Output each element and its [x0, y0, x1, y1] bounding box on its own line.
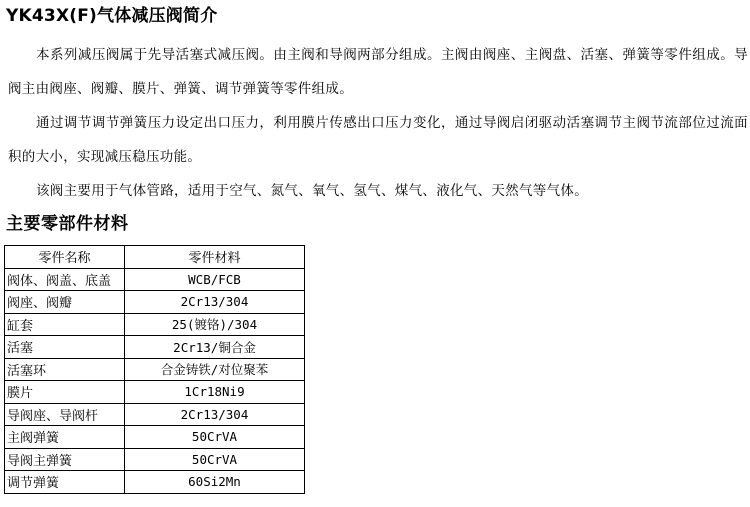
table-header-row — [5, 246, 305, 269]
table-row — [5, 336, 305, 359]
part-name-cell: 调节弹簧 — [5, 471, 125, 494]
intro-paragraph-principle: 通过调节调节弹簧压力设定出口压力，利用膜片传感出口压力变化，通过导阀启闭驱动活塞调节主阀节流部位过流面积的大小，实现减压稳压功能。 — [8, 115, 748, 165]
part-material-cell: 50CrVA — [125, 448, 305, 471]
part-name-cell: 活塞 — [5, 336, 125, 359]
header-part-material: 零件材料 — [125, 246, 305, 269]
part-material-cell: 2Cr13/304 — [125, 403, 305, 426]
part-material-cell: WCB/FCB — [125, 268, 305, 291]
part-name-cell: 阀座、阀瓣 — [5, 291, 125, 314]
part-name-cell: 缸套 — [5, 313, 125, 336]
part-name-cell: 活塞环 — [5, 358, 125, 381]
table-row — [5, 381, 305, 404]
part-material-cell: 2Cr13/304 — [125, 291, 305, 314]
part-material-cell: 60Si2Mn — [125, 471, 305, 494]
part-material-cell: 50CrVA — [125, 426, 305, 449]
parts-material-table — [4, 245, 305, 494]
part-name-cell: 导阀座、导阀杆 — [5, 403, 125, 426]
table-row — [5, 426, 305, 449]
intro-paragraph-structure: 本系列减压阀属于先导活塞式减压阀。由主阀和导阀两部分组成。主阀由阀座、主阀盘、活塞、弹簧等零件组成。导阀主由阀座、阀瓣、膜片、弹簧、调节弹簧等零件组成。 — [8, 47, 748, 97]
table-row — [5, 358, 305, 381]
part-name-cell: 主阀弹簧 — [5, 426, 125, 449]
page-title: YK43X(F)气体减压阀简介 — [6, 6, 218, 26]
header-part-name: 零件名称 — [5, 246, 125, 269]
intro-text — [8, 38, 748, 208]
part-material-cell: 1Cr18Ni9 — [125, 381, 305, 404]
part-name-cell: 导阀主弹簧 — [5, 448, 125, 471]
table-row — [5, 471, 305, 494]
table-row — [5, 268, 305, 291]
table-row — [5, 313, 305, 336]
table-row — [5, 448, 305, 471]
table-row — [5, 291, 305, 314]
part-material-cell: 合金铸铁/对位聚苯 — [125, 358, 305, 381]
table-row — [5, 403, 305, 426]
section-title-parts: 主要零部件材料 — [6, 214, 129, 234]
part-name-cell: 阀体、阀盖、底盖 — [5, 268, 125, 291]
part-material-cell: 2Cr13/铜合金 — [125, 336, 305, 359]
part-name-cell: 膜片 — [5, 381, 125, 404]
intro-paragraph-application: 该阀主要用于气体管路，适用于空气、氮气、氧气、氢气、煤气、液化气、天然气等气体。 — [36, 183, 588, 199]
part-material-cell: 25(镀铬)/304 — [125, 313, 305, 336]
